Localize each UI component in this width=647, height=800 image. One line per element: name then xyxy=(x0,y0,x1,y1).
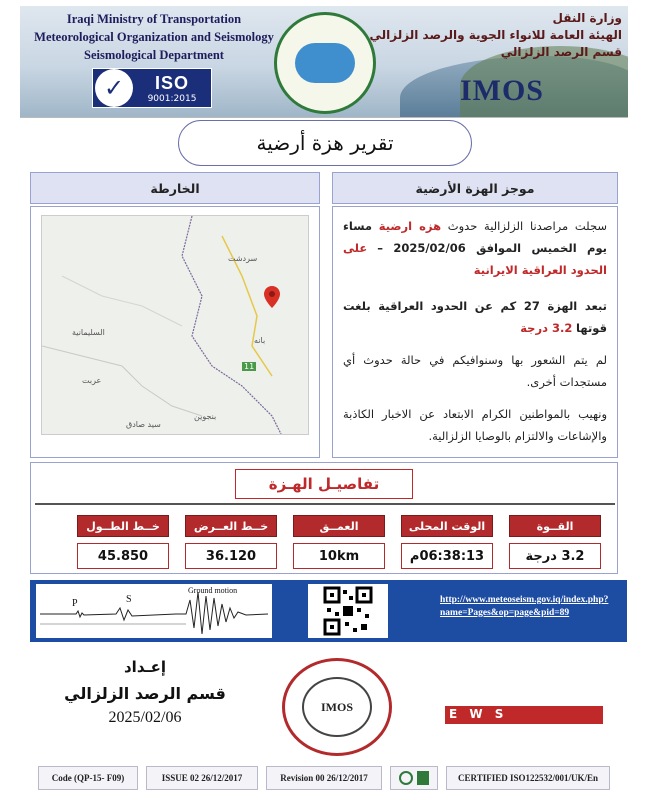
cert-logo-icon xyxy=(399,771,413,785)
organization-logo xyxy=(274,12,376,114)
prepared-by-department: قسم الرصد الزلزالي xyxy=(64,684,226,703)
map-drawing xyxy=(42,216,309,435)
info-bar xyxy=(30,580,627,642)
map-label-sulaymaniyah: السليمانية xyxy=(72,328,105,337)
summary-paragraph-4: ونهيب بالمواطنين الكرام الابتعاد عن الاخبار الكاذبة والإشاعات والالتزام بالوصايا الزلزالية. xyxy=(343,407,607,443)
details-local-time xyxy=(401,515,493,569)
latitude-heading: خــط العــرض xyxy=(185,515,277,537)
qr-code-icon xyxy=(323,586,373,636)
department-seal xyxy=(282,658,392,756)
seismogram xyxy=(36,584,272,638)
ground-motion-label: Ground motion xyxy=(188,586,238,595)
longitude-heading: خــط الطــول xyxy=(77,515,169,537)
iso-badge xyxy=(92,68,212,108)
location-map xyxy=(41,215,309,435)
department-name-en: Seismological Department xyxy=(84,48,224,62)
map-label-baneh: بانه xyxy=(254,336,266,345)
p-wave-label: P xyxy=(72,598,78,609)
details-depth xyxy=(293,515,385,569)
summary-paragraph-1: سجلت مراصدنا الزلزالية حدوث هزه ارضية مساء يوم الخميس الموافق 2025/02/06 – على الحدود العراقية الايرانية xyxy=(343,219,608,277)
report-page xyxy=(20,6,628,794)
prepared-by-block xyxy=(60,658,230,727)
iso-label: ISO xyxy=(154,72,189,93)
website-link[interactable]: http://www.meteoseism.gov.iq/index.php?name=Pages&op=page&pid=89 xyxy=(440,595,609,618)
details-divider xyxy=(35,503,615,505)
depth-heading: العمــق xyxy=(293,515,385,537)
details-magnitude xyxy=(509,515,601,569)
organization-name-en: Meteorological Organization and Seismology xyxy=(34,30,274,44)
check-icon: ✓ xyxy=(95,69,133,107)
magnitude-value: 3.2 درجة xyxy=(509,543,601,569)
summary-panel xyxy=(332,206,618,458)
prepared-by-title: إعـداد xyxy=(123,658,167,676)
map-label-sardasht: سردشت xyxy=(228,254,258,263)
depth-value: 10km xyxy=(293,543,385,569)
map-panel xyxy=(30,206,320,458)
road-number-label: 11 xyxy=(244,362,255,371)
certification-logos xyxy=(390,766,438,790)
ministry-name-ar: وزارة النقل xyxy=(552,11,622,25)
prepared-date: 2025/02/06 xyxy=(108,709,182,726)
latitude-value: 36.120 xyxy=(185,543,277,569)
cert-shield-icon xyxy=(417,771,429,785)
map-heading: الخارطة xyxy=(30,172,320,204)
details-latitude xyxy=(185,515,277,569)
summary-heading: موجز الهزة الأرضية xyxy=(332,172,618,204)
magnitude-heading: القــوة xyxy=(509,515,601,537)
local-time-heading: الوقت المحلى xyxy=(401,515,493,537)
header-banner xyxy=(20,6,628,118)
header-english-text xyxy=(24,10,284,64)
map-label-arbat: عربت xyxy=(82,376,102,385)
map-label-penjwen: بنجوين xyxy=(194,412,217,421)
department-name-ar: قسم الرصد الزلزالي xyxy=(500,45,622,59)
details-title: تفاصيـل الهـزة xyxy=(235,469,413,499)
iso-standard: 9001:2015 xyxy=(147,93,197,104)
news-ticker-text: E W S xyxy=(449,707,508,721)
doc-issue: ISSUE 02 26/12/2017 xyxy=(146,766,258,790)
organization-name-ar: الهيئة العامة للانواء الجوية والرصد الزلزالي xyxy=(369,28,622,42)
map-pin-icon xyxy=(264,286,280,308)
longitude-value: 45.850 xyxy=(77,543,169,569)
imos-wordmark: IMOS xyxy=(459,74,544,107)
local-time-value: 06:38:13م xyxy=(401,543,493,569)
seal-text: IMOS xyxy=(302,677,372,737)
summary-paragraph-3: لم يتم الشعور بها وسنوافيكم في حالة حدوث أي مستجدات أخرى. xyxy=(343,353,607,389)
doc-revision: Revision 00 26/12/2017 xyxy=(266,766,382,790)
summary-paragraph-2: تبعد الهزة 27 كم عن الحدود العراقية بلغت قوتها 3.2 درجة xyxy=(343,299,607,335)
details-panel xyxy=(30,462,618,574)
ministry-name-en: Iraqi Ministry of Transportation xyxy=(66,12,242,26)
doc-code: Code (QP-15- F09) xyxy=(38,766,138,790)
doc-certified: CERTIFIED ISO122532/001/UK/En xyxy=(446,766,610,790)
header-arabic-text xyxy=(362,10,622,61)
cloud-sun-icon xyxy=(295,43,355,83)
details-longitude xyxy=(77,515,169,569)
news-ticker xyxy=(445,706,603,724)
qr-code[interactable] xyxy=(308,584,388,638)
s-wave-label: S xyxy=(126,594,132,605)
map-label-sayid-sadiq: سيد صادق xyxy=(126,420,161,429)
report-title: تقرير هزة أرضية xyxy=(178,120,472,166)
